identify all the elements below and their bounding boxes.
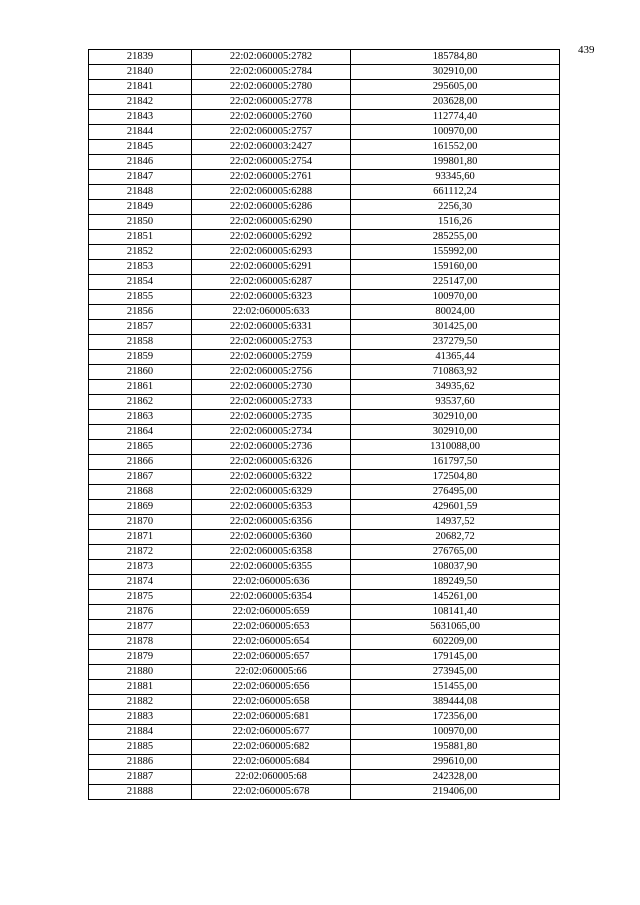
- cadastral-number-cell: 22:02:060003:2427: [192, 140, 351, 155]
- table-row: [89, 50, 560, 65]
- cadastral-number-cell: 22:02:060005:6331: [192, 320, 351, 335]
- table-row: [89, 410, 560, 425]
- table-row: [89, 515, 560, 530]
- row-number-cell: 21845: [89, 140, 192, 155]
- table-row: [89, 80, 560, 95]
- cadastral-number-cell: 22:02:060005:6323: [192, 290, 351, 305]
- cadastral-number-cell: 22:02:060005:2733: [192, 395, 351, 410]
- row-number-cell: 21876: [89, 605, 192, 620]
- table-row: [89, 185, 560, 200]
- cadastral-number-cell: 22:02:060005:684: [192, 755, 351, 770]
- cadastral-value-cell: 273945,00: [351, 665, 560, 680]
- table-row: [89, 395, 560, 410]
- cadastral-number-cell: 22:02:060005:6329: [192, 485, 351, 500]
- cadastral-value-cell: 172504,80: [351, 470, 560, 485]
- table-row: [89, 125, 560, 140]
- row-number-cell: 21852: [89, 245, 192, 260]
- table-row: [89, 545, 560, 560]
- cadastral-value-cell: 225147,00: [351, 275, 560, 290]
- row-number-cell: 21844: [89, 125, 192, 140]
- row-number-cell: 21854: [89, 275, 192, 290]
- row-number-cell: 21874: [89, 575, 192, 590]
- table-row: [89, 335, 560, 350]
- row-number-cell: 21853: [89, 260, 192, 275]
- cadastral-number-cell: 22:02:060005:2761: [192, 170, 351, 185]
- cadastral-value-cell: 80024,00: [351, 305, 560, 320]
- cadastral-number-cell: 22:02:060005:2780: [192, 80, 351, 95]
- cadastral-value-cell: 242328,00: [351, 770, 560, 785]
- cadastral-value-cell: 34935,62: [351, 380, 560, 395]
- table-row: [89, 365, 560, 380]
- cadastral-value-cell: 93345,60: [351, 170, 560, 185]
- cadastral-value-cell: 1516,26: [351, 215, 560, 230]
- row-number-cell: 21873: [89, 560, 192, 575]
- table-row: [89, 290, 560, 305]
- cadastral-number-cell: 22:02:060005:2754: [192, 155, 351, 170]
- table-row: [89, 140, 560, 155]
- row-number-cell: 21885: [89, 740, 192, 755]
- cadastral-value-cell: 302910,00: [351, 425, 560, 440]
- row-number-cell: 21849: [89, 200, 192, 215]
- row-number-cell: 21863: [89, 410, 192, 425]
- cadastral-value-cell: 199801,80: [351, 155, 560, 170]
- row-number-cell: 21882: [89, 695, 192, 710]
- cadastral-value-cell: 219406,00: [351, 785, 560, 800]
- row-number-cell: 21848: [89, 185, 192, 200]
- cadastral-number-cell: 22:02:060005:6291: [192, 260, 351, 275]
- row-number-cell: 21840: [89, 65, 192, 80]
- cadastral-number-cell: 22:02:060005:66: [192, 665, 351, 680]
- table-row: [89, 440, 560, 455]
- cadastral-number-cell: 22:02:060005:636: [192, 575, 351, 590]
- cadastral-number-cell: 22:02:060005:6356: [192, 515, 351, 530]
- cadastral-value-cell: 20682,72: [351, 530, 560, 545]
- cadastral-number-cell: 22:02:060005:6353: [192, 500, 351, 515]
- cadastral-value-cell: 108037,90: [351, 560, 560, 575]
- cadastral-number-cell: 22:02:060005:659: [192, 605, 351, 620]
- row-number-cell: 21856: [89, 305, 192, 320]
- table-row: [89, 725, 560, 740]
- cadastral-value-cell: 1310088,00: [351, 440, 560, 455]
- table-row: [89, 95, 560, 110]
- cadastral-number-cell: 22:02:060005:2734: [192, 425, 351, 440]
- cadastral-value-cell: 5631065,00: [351, 620, 560, 635]
- table-row: [89, 620, 560, 635]
- cadastral-value-cell: 155992,00: [351, 245, 560, 260]
- table-row: [89, 380, 560, 395]
- cadastral-value-cell: 161797,50: [351, 455, 560, 470]
- table-row: [89, 320, 560, 335]
- row-number-cell: 21864: [89, 425, 192, 440]
- table-row: [89, 710, 560, 725]
- table-row: [89, 665, 560, 680]
- cadastral-value-cell: 100970,00: [351, 725, 560, 740]
- cadastral-value-cell: 159160,00: [351, 260, 560, 275]
- table-row: [89, 635, 560, 650]
- table-row: [89, 755, 560, 770]
- table-row: [89, 560, 560, 575]
- row-number-cell: 21880: [89, 665, 192, 680]
- cadastral-number-cell: 22:02:060005:6358: [192, 545, 351, 560]
- cadastral-value-cell: 661112,24: [351, 185, 560, 200]
- table-row: [89, 485, 560, 500]
- cadastral-value-cell: 295605,00: [351, 80, 560, 95]
- cadastral-number-cell: 22:02:060005:6355: [192, 560, 351, 575]
- cadastral-number-cell: 22:02:060005:2756: [192, 365, 351, 380]
- cadastral-value-cell: 276765,00: [351, 545, 560, 560]
- cadastral-value-cell: 299610,00: [351, 755, 560, 770]
- row-number-cell: 21869: [89, 500, 192, 515]
- table-row: [89, 200, 560, 215]
- table-row: [89, 455, 560, 470]
- cadastral-value-cell: 302910,00: [351, 410, 560, 425]
- table-row: [89, 110, 560, 125]
- row-number-cell: 21857: [89, 320, 192, 335]
- row-number-cell: 21858: [89, 335, 192, 350]
- cadastral-number-cell: 22:02:060005:2784: [192, 65, 351, 80]
- row-number-cell: 21859: [89, 350, 192, 365]
- cadastral-value-cell: 161552,00: [351, 140, 560, 155]
- row-number-cell: 21865: [89, 440, 192, 455]
- row-number-cell: 21850: [89, 215, 192, 230]
- row-number-cell: 21879: [89, 650, 192, 665]
- row-number-cell: 21846: [89, 155, 192, 170]
- row-number-cell: 21886: [89, 755, 192, 770]
- cadastral-value-cell: 189249,50: [351, 575, 560, 590]
- cadastral-number-cell: 22:02:060005:2735: [192, 410, 351, 425]
- cadastral-value-cell: 302910,00: [351, 65, 560, 80]
- row-number-cell: 21872: [89, 545, 192, 560]
- table-row: [89, 425, 560, 440]
- cadastral-number-cell: 22:02:060005:2778: [192, 95, 351, 110]
- cadastral-value-cell: 301425,00: [351, 320, 560, 335]
- row-number-cell: 21877: [89, 620, 192, 635]
- cadastral-number-cell: 22:02:060005:6286: [192, 200, 351, 215]
- cadastral-value-cell: 108141,40: [351, 605, 560, 620]
- row-number-cell: 21878: [89, 635, 192, 650]
- cadastral-value-cell: 429601,59: [351, 500, 560, 515]
- table-row: [89, 530, 560, 545]
- cadastral-value-cell: 276495,00: [351, 485, 560, 500]
- cadastral-number-cell: 22:02:060005:633: [192, 305, 351, 320]
- table-row: [89, 260, 560, 275]
- cadastral-value-cell: 112774,40: [351, 110, 560, 125]
- cadastral-value-cell: 14937,52: [351, 515, 560, 530]
- row-number-cell: 21860: [89, 365, 192, 380]
- row-number-cell: 21884: [89, 725, 192, 740]
- cadastral-value-cell: 285255,00: [351, 230, 560, 245]
- cadastral-number-cell: 22:02:060005:2759: [192, 350, 351, 365]
- cadastral-number-cell: 22:02:060005:2760: [192, 110, 351, 125]
- cadastral-number-cell: 22:02:060005:6287: [192, 275, 351, 290]
- table-row: [89, 470, 560, 485]
- cadastral-value-cell: 195881,80: [351, 740, 560, 755]
- table-row: [89, 695, 560, 710]
- table-row: [89, 740, 560, 755]
- cadastral-number-cell: 22:02:060005:6326: [192, 455, 351, 470]
- row-number-cell: 21867: [89, 470, 192, 485]
- cadastral-value-cell: 179145,00: [351, 650, 560, 665]
- cadastral-number-cell: 22:02:060005:2736: [192, 440, 351, 455]
- row-number-cell: 21871: [89, 530, 192, 545]
- cadastral-number-cell: 22:02:060005:6288: [192, 185, 351, 200]
- cadastral-value-cell: 389444,08: [351, 695, 560, 710]
- cadastral-value-cell: 93537,60: [351, 395, 560, 410]
- cadastral-number-cell: 22:02:060005:2782: [192, 50, 351, 65]
- cadastral-number-cell: 22:02:060005:6360: [192, 530, 351, 545]
- table-row: [89, 500, 560, 515]
- table-row: [89, 575, 560, 590]
- cadastral-number-cell: 22:02:060005:6322: [192, 470, 351, 485]
- table-row: [89, 680, 560, 695]
- row-number-cell: 21861: [89, 380, 192, 395]
- row-number-cell: 21866: [89, 455, 192, 470]
- row-number-cell: 21868: [89, 485, 192, 500]
- cadastral-value-cell: 237279,50: [351, 335, 560, 350]
- cadastral-value-cell: 100970,00: [351, 125, 560, 140]
- cadastral-number-cell: 22:02:060005:2753: [192, 335, 351, 350]
- cadastral-number-cell: 22:02:060005:6290: [192, 215, 351, 230]
- cadastral-number-cell: 22:02:060005:658: [192, 695, 351, 710]
- cadastral-number-cell: 22:02:060005:654: [192, 635, 351, 650]
- table-row: [89, 65, 560, 80]
- table-row: [89, 215, 560, 230]
- cadastral-number-cell: 22:02:060005:68: [192, 770, 351, 785]
- table-row: [89, 605, 560, 620]
- cadastral-number-cell: 22:02:060005:656: [192, 680, 351, 695]
- cadastral-value-cell: 2256,30: [351, 200, 560, 215]
- table-row: [89, 770, 560, 785]
- cadastral-number-cell: 22:02:060005:6354: [192, 590, 351, 605]
- row-number-cell: 21881: [89, 680, 192, 695]
- row-number-cell: 21847: [89, 170, 192, 185]
- cadastral-value-cell: 185784,80: [351, 50, 560, 65]
- cadastral-number-cell: 22:02:060005:6292: [192, 230, 351, 245]
- cadastral-value-table: [88, 49, 560, 800]
- table-row: [89, 350, 560, 365]
- table-row: [89, 650, 560, 665]
- table-row: [89, 230, 560, 245]
- table-row: [89, 155, 560, 170]
- cadastral-number-cell: 22:02:060005:657: [192, 650, 351, 665]
- row-number-cell: 21841: [89, 80, 192, 95]
- cadastral-number-cell: 22:02:060005:6293: [192, 245, 351, 260]
- table-row: [89, 170, 560, 185]
- table-body: [89, 50, 560, 800]
- cadastral-number-cell: 22:02:060005:678: [192, 785, 351, 800]
- table-row: [89, 305, 560, 320]
- table-row: [89, 275, 560, 290]
- row-number-cell: 21870: [89, 515, 192, 530]
- page-number: 439: [578, 44, 595, 56]
- cadastral-value-cell: 41365,44: [351, 350, 560, 365]
- row-number-cell: 21883: [89, 710, 192, 725]
- cadastral-number-cell: 22:02:060005:653: [192, 620, 351, 635]
- row-number-cell: 21887: [89, 770, 192, 785]
- cadastral-number-cell: 22:02:060005:677: [192, 725, 351, 740]
- row-number-cell: 21842: [89, 95, 192, 110]
- cadastral-value-cell: 100970,00: [351, 290, 560, 305]
- cadastral-value-cell: 151455,00: [351, 680, 560, 695]
- cadastral-value-cell: 602209,00: [351, 635, 560, 650]
- cadastral-number-cell: 22:02:060005:2730: [192, 380, 351, 395]
- row-number-cell: 21875: [89, 590, 192, 605]
- cadastral-value-cell: 145261,00: [351, 590, 560, 605]
- table-row: [89, 785, 560, 800]
- table-row: [89, 245, 560, 260]
- row-number-cell: 21888: [89, 785, 192, 800]
- row-number-cell: 21843: [89, 110, 192, 125]
- row-number-cell: 21839: [89, 50, 192, 65]
- cadastral-value-cell: 710863,92: [351, 365, 560, 380]
- cadastral-number-cell: 22:02:060005:682: [192, 740, 351, 755]
- cadastral-number-cell: 22:02:060005:2757: [192, 125, 351, 140]
- cadastral-number-cell: 22:02:060005:681: [192, 710, 351, 725]
- table-row: [89, 590, 560, 605]
- row-number-cell: 21862: [89, 395, 192, 410]
- row-number-cell: 21851: [89, 230, 192, 245]
- row-number-cell: 21855: [89, 290, 192, 305]
- cadastral-value-cell: 203628,00: [351, 95, 560, 110]
- cadastral-value-cell: 172356,00: [351, 710, 560, 725]
